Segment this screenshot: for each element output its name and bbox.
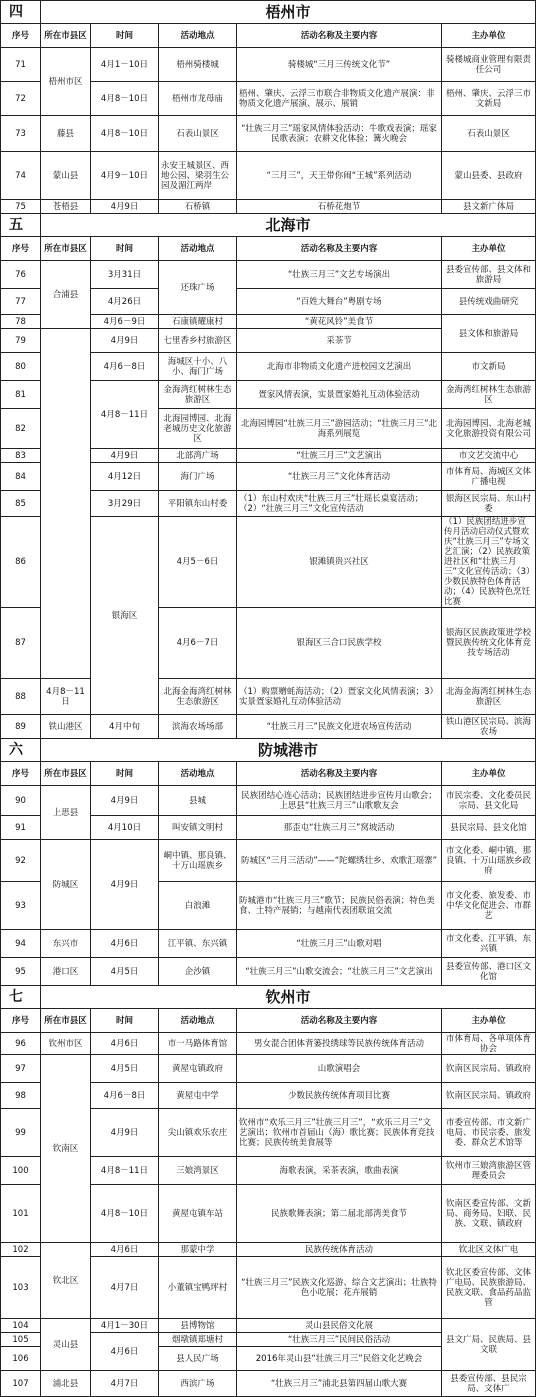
table-cell: “壮族三月三”文艺演出 [237, 449, 442, 463]
column-header: 序号 [1, 1009, 41, 1033]
table-cell: 民族团结心连心活动；民族团结进步宣传月山歌会；上思县“壮族三月三”山歌歌友会 [237, 786, 442, 816]
table-cell: 71 [1, 48, 41, 82]
table-cell: 4月5－6日 [159, 517, 237, 608]
table-cell: 北海市非物质文化遗产进校园文艺演出 [237, 353, 442, 381]
table-cell: 民族歌舞表演；第二届北部湾美食节 [237, 1185, 442, 1243]
table-cell: 4月8－10日 [91, 1185, 159, 1243]
table-cell: 石康镇耀康村 [159, 315, 237, 329]
table-cell: 89 [1, 715, 41, 739]
table-cell: 石桥镇 [159, 200, 237, 214]
table-cell: 北海园博园、北海老城文化旅游投资有限公司 [442, 409, 536, 449]
table-cell: 梧州市区 [41, 48, 91, 116]
table-row [1, 48, 536, 82]
table-cell: 灵山县民俗文化展 [237, 1319, 442, 1333]
table-cell: 县文新广体局 [442, 200, 536, 214]
table-cell: 92 [1, 840, 41, 882]
table-cell: 72 [1, 82, 41, 116]
table-cell: 县委宣传部、县文体和旅游局 [442, 261, 536, 289]
table-cell: 4月9日 [91, 329, 159, 353]
table-cell: “三月三”，天王带你闹“王城”系列活动 [237, 152, 442, 200]
column-header: 活动名称及主要内容 [237, 762, 442, 786]
column-header: 所在市县区 [41, 1009, 91, 1033]
table-row [1, 786, 536, 816]
table-cell: 石表山景区 [159, 116, 237, 152]
table-cell: 市民宗委、文化委员民宗局、县文化局 [442, 786, 536, 816]
table-cell: 灵山县 [41, 1319, 91, 1371]
table-row [1, 1033, 536, 1055]
table-cell: 市体育局、各单项体育协会 [442, 1033, 536, 1055]
table-cell: 银海区民宗局、东山村委 [442, 491, 536, 517]
table-cell: 81 [1, 381, 41, 409]
table-cell: 县人民广场 [159, 1347, 237, 1371]
table-cell: 尖山镇欢乐农庄 [159, 1109, 237, 1157]
table-cell: “壮族三月三”山歌对唱 [237, 930, 442, 958]
table-cell: 梧州、肇庆、云浮三市联合非物质文化遗产展演：非物质文化遗产展演、展示、展销 [237, 82, 442, 116]
table-cell: 男女混合团体背篓投绣球等民族传统体育活动 [237, 1033, 442, 1055]
table-cell: 还珠广场 [159, 261, 237, 315]
table-cell: 防城区 [41, 840, 91, 930]
table-cell: 采茶节 [237, 329, 442, 353]
section-city-title: 钦州市 [41, 986, 536, 1009]
table-cell: 县委宣传部、港口区文化馆 [442, 958, 536, 986]
table-cell: 上思县 [41, 786, 91, 840]
table-cell: 防城港市“壮族三月三”歌节；民族民俗表演；特色美食、土特产展销；与越南代表团联谊交流 [237, 882, 442, 930]
table-cell: 县城 [159, 786, 237, 816]
table-cell: 市文新局 [442, 353, 536, 381]
table-cell: 83 [1, 449, 41, 463]
table-cell: 79 [1, 329, 41, 353]
table-cell: 90 [1, 786, 41, 816]
table-cell: 4月10日 [91, 816, 159, 840]
table-cell: 107 [1, 1371, 41, 1397]
table-cell: 骑楼城商业管理有限责任公司 [442, 48, 536, 82]
table-cell: 峒中镇、那良镇、十万山瑶族乡 [159, 840, 237, 882]
table-cell: 钦州市区 [41, 1033, 91, 1055]
table-cell: 县传统戏曲研究 [442, 289, 536, 315]
table-row [1, 116, 536, 152]
table-cell: 钦州市三娘湾旅游区管理委员会 [442, 1157, 536, 1185]
table-cell: 4月6日 [91, 1033, 159, 1055]
table-cell: 82 [1, 409, 41, 449]
section-number: 六 [1, 739, 41, 762]
column-header: 主办单位 [442, 24, 536, 48]
table-cell: 钦北区 [41, 1243, 91, 1319]
table-cell: 东兴市 [41, 930, 91, 958]
table-cell: 梧州、肇庆、云浮三市文新局 [442, 82, 536, 116]
table-cell: 75 [1, 200, 41, 214]
table-cell: 少数民族传统体育项目比赛 [237, 1083, 442, 1109]
table-cell: 梧州市龙母庙 [159, 82, 237, 116]
table-cell: 4月9日 [91, 840, 159, 930]
section-city-title: 北海市 [41, 214, 536, 237]
table-cell: 91 [1, 816, 41, 840]
column-header: 所在市县区 [41, 237, 91, 261]
table-cell: 银海区三合口民族学校 [237, 608, 442, 679]
table-cell: 铁山港区民宗局、滨海农场 [442, 715, 536, 739]
table-cell: 石表山景区 [442, 116, 536, 152]
table-row [1, 261, 536, 289]
table-cell: 市文化委、峒中镇、那良镇、十万山瑶族乡政府 [442, 840, 536, 882]
table-cell: 永安王城景区、西地公园、梁羽生公园及湄江两岸 [159, 152, 237, 200]
table-cell: 3月31日 [91, 261, 159, 289]
column-header-row [1, 1009, 536, 1033]
table-cell: “壮族三月三”浦北县第四届山歌大赛 [237, 1371, 442, 1397]
table-cell: 北海园博园“壮族三月三”游园活动；“壮族三月三”北海系列展览 [237, 409, 442, 449]
table-cell: 钦北区委宣传部、文体广电局、民族旅游局、民族文联、食品药品监管 [442, 1257, 536, 1319]
table-row [1, 715, 536, 739]
table-cell: 4月8－10日 [91, 116, 159, 152]
table-cell: 银海区 [91, 517, 159, 715]
table-cell: （1）民族团结进步宣传月活动启动仪式暨欢庆“壮族三月三”专场文艺汇演；（2）民族政策进社区和“壮族三月三”文化宣传活动；（3）少数民族特色体育活动；（4）民族特色烹饪比赛 [442, 517, 536, 608]
table-cell: （1）购票赠蚝海活动；（2）疍家文化风情表演；3）实景疍家婚礼互动体验活动 [237, 679, 442, 715]
table-cell: 4月1－30日 [91, 1319, 159, 1333]
table-cell: “黄花风铃”美食节 [237, 315, 442, 329]
table-cell: 4月8－11日 [41, 679, 91, 715]
table-cell: 4月26日 [91, 289, 159, 315]
table-cell: 石桥花炮节 [237, 200, 442, 214]
table-cell: “壮族三月三”山歌交流会；“壮族三月三”文艺演出 [237, 958, 442, 986]
table-cell: 七里香乡村旅游区 [159, 329, 237, 353]
table-cell: 市委宣传部、市文新广电局、市民宗委、旅发委、群众艺术馆等 [442, 1109, 536, 1157]
table-cell: 那歪屯“壮族三月三”窝坡活动 [237, 816, 442, 840]
table-cell: 99 [1, 1109, 41, 1157]
table-cell: 78 [1, 315, 41, 329]
table-cell: 银海区民族政策进学校暨民族传统文化体育竞技专场活动 [442, 608, 536, 679]
section-title-row [1, 986, 536, 1009]
table-cell: 88 [1, 679, 41, 715]
column-header-row [1, 24, 536, 48]
table-cell: “壮族三月三”民间民俗活动 [237, 1333, 442, 1347]
table-cell: 海城区十小、八小、海门广场 [159, 353, 237, 381]
column-header: 时间 [91, 1009, 159, 1033]
table-row [1, 1371, 536, 1397]
table-cell: 4月9日 [91, 786, 159, 816]
table-cell: 疍家风情表演，实景疍家婚礼互动体验活动 [237, 381, 442, 409]
table-cell: 北海园博园、北海老城历史文化旅游区 [159, 409, 237, 449]
table-cell: 3月29日 [91, 491, 159, 517]
table-cell: 4月6－7日 [159, 608, 237, 679]
table-cell: 西滨广场 [159, 1371, 237, 1397]
section-title-row [1, 214, 536, 237]
table-cell: 骑楼城“三月三传统文化节” [237, 48, 442, 82]
table-cell: 103 [1, 1257, 41, 1319]
column-header: 活动名称及主要内容 [237, 24, 442, 48]
table-cell: 95 [1, 958, 41, 986]
table-cell: 钦州市“欢乐三月三”壮族三月三”，“欢乐三月三”文艺演出；钦州市首届山（海）歌比赛；民族体育竞技比赛；民族传统美食展等 [237, 1109, 442, 1157]
table-cell: 北海金海湾红树林生态旅游区 [442, 679, 536, 715]
column-header-row [1, 237, 536, 261]
column-header: 序号 [1, 237, 41, 261]
table-cell: 4月6日 [91, 930, 159, 958]
table-cell: 市文化委、旅发委、市中华文化促进会、市群艺 [442, 882, 536, 930]
table-cell: 金海湾红树林生态旅游区 [159, 381, 237, 409]
table-cell: 104 [1, 1319, 41, 1333]
column-header: 主办单位 [442, 762, 536, 786]
table-cell: 4月8－10日 [91, 82, 159, 116]
table-cell: 黄屋屯镇政府 [159, 1055, 237, 1083]
column-header: 活动名称及主要内容 [237, 1009, 442, 1033]
table-cell: 87 [1, 608, 41, 679]
table-cell: 浦北县 [41, 1371, 91, 1397]
table-cell: 平阳镇东山村委 [159, 491, 237, 517]
column-header: 活动地点 [159, 24, 237, 48]
column-header: 主办单位 [442, 237, 536, 261]
table-row [1, 840, 536, 882]
column-header: 活动地点 [159, 1009, 237, 1033]
table-cell: 黄屋屯镇车站 [159, 1185, 237, 1243]
table-cell: 烟墩镇郑塘村 [159, 1333, 237, 1347]
table-cell: 73 [1, 116, 41, 152]
table-cell: 77 [1, 289, 41, 315]
table-row [1, 1319, 536, 1333]
table-cell: 民族传统体育活动 [237, 1243, 442, 1257]
table-cell: 106 [1, 1347, 41, 1371]
table-cell: 滨海农场场部 [159, 715, 237, 739]
table-cell: 钦南区民宗局、镇政府 [442, 1083, 536, 1109]
column-header: 所在市县区 [41, 762, 91, 786]
column-header: 活动地点 [159, 237, 237, 261]
table-cell: 4月1－10日 [91, 48, 159, 82]
table-cell: 85 [1, 491, 41, 517]
table-cell [41, 329, 91, 679]
table-cell: 县博物馆 [159, 1319, 237, 1333]
table-cell: 金海湾红树林生态旅游区 [442, 381, 536, 409]
table-cell: 4月9日 [91, 1109, 159, 1157]
table-cell: 黄屋屯中学 [159, 1083, 237, 1109]
column-header: 活动名称及主要内容 [237, 237, 442, 261]
table-cell: 4月9日 [91, 200, 159, 214]
table-cell: 4月9－10日 [91, 152, 159, 200]
table-cell: 钦南区委宣传部、文新局、商务局、妇联、民族、文联、镇政府 [442, 1185, 536, 1243]
column-header: 所在市县区 [41, 24, 91, 48]
table-cell: 小董镇宝鸭坪村 [159, 1257, 237, 1319]
table-cell: 港口区 [41, 958, 91, 986]
table-row [1, 1055, 536, 1083]
table-cell: 101 [1, 1185, 41, 1243]
table-cell: 4月6－8日 [91, 353, 159, 381]
table-cell: 105 [1, 1333, 41, 1347]
table-cell: 4月8－11日 [91, 381, 159, 449]
table-cell: 74 [1, 152, 41, 200]
table-cell: 4月5日 [91, 958, 159, 986]
table-cell: 钦南区 [41, 1055, 91, 1243]
table-row [1, 200, 536, 214]
table-cell: 84 [1, 463, 41, 491]
section-number: 七 [1, 986, 41, 1009]
table-cell: 80 [1, 353, 41, 381]
table-cell: 2016年灵山县“壮族三月三”民俗文化艺晚会 [237, 1347, 442, 1371]
table-cell: 铁山港区 [41, 715, 91, 739]
table-cell: “壮族三月三”文艺专场演出 [237, 261, 442, 289]
table-cell: 4月7日 [91, 1257, 159, 1319]
table-cell: 县文体和旅游局 [442, 315, 536, 353]
table-cell: 县委宣传部、县民宗局、文体广 [442, 1371, 536, 1397]
table-cell: 白浪滩 [159, 882, 237, 930]
column-header: 主办单位 [442, 1009, 536, 1033]
column-header-row [1, 762, 536, 786]
table-cell: 合浦县 [41, 261, 91, 329]
table-cell: “壮族三月三”民族文化进农场宣传活动 [237, 715, 442, 739]
table-cell: 76 [1, 261, 41, 289]
table-cell: 北海金海湾红树林生态旅游区 [159, 679, 237, 715]
section-city-title: 梧州市 [41, 1, 536, 24]
column-header: 时间 [91, 762, 159, 786]
section-number: 四 [1, 1, 41, 24]
table-cell: 那蒙中学 [159, 1243, 237, 1257]
table-cell: 4月12日 [91, 463, 159, 491]
table-row [1, 930, 536, 958]
table-cell: 4月6日 [91, 1243, 159, 1257]
table-row [1, 152, 536, 200]
table-cell: “壮族三月三”瑶家风情体验活动：牛歌戏表演；瑶家民歌表演；农耕文化体验；篝火晚会 [237, 116, 442, 152]
table-row [1, 958, 536, 986]
table-cell: 市文化委、江平镇、东兴镇 [442, 930, 536, 958]
table-cell: “壮族三月三”民族文化巡游、综合文艺演出；壮族特色小吃展；花卉展销 [237, 1257, 442, 1319]
section-city-title: 防城港市 [41, 739, 536, 762]
column-header: 活动地点 [159, 762, 237, 786]
table-cell: 企沙镇 [159, 958, 237, 986]
table-cell: 市一马路体育馆 [159, 1033, 237, 1055]
column-header: 序号 [1, 762, 41, 786]
table-cell: 蒙山县 [41, 152, 91, 200]
table-cell: 苍梧县 [41, 200, 91, 214]
table-cell: 防城区“三月三活动”——“陀螺绣壮乡、欢歌汇瑶寨” [237, 840, 442, 882]
table-cell: 4月6日 [91, 1333, 159, 1371]
column-header: 时间 [91, 237, 159, 261]
table-row [1, 679, 536, 715]
table-cell: 藤县 [41, 116, 91, 152]
table-cell: 市文艺交流中心 [442, 449, 536, 463]
table-cell: 4月9日 [91, 449, 159, 463]
section-title-row [1, 739, 536, 762]
column-header: 序号 [1, 24, 41, 48]
table-cell: 钦南区民宗局、镇政府 [442, 1055, 536, 1083]
section-title-row [1, 1, 536, 24]
table-cell: 97 [1, 1055, 41, 1083]
table-cell: 96 [1, 1033, 41, 1055]
table-cell: 4月6－9日 [91, 315, 159, 329]
table-cell: 100 [1, 1157, 41, 1185]
table-cell: 梧州骑楼城 [159, 48, 237, 82]
table-cell: 102 [1, 1243, 41, 1257]
table-cell: 4月6－8日 [91, 1083, 159, 1109]
table-cell: 市体育局、海城区文体广播电视 [442, 463, 536, 491]
table-cell: 蒙山县委、县政府 [442, 152, 536, 200]
table-cell: “壮族三月三”文化体育活动 [237, 463, 442, 491]
column-header: 时间 [91, 24, 159, 48]
table-cell: “百姓大舞台”粤剧专场 [237, 289, 442, 315]
table-cell: 4月7日 [91, 1371, 159, 1397]
table-cell: 山歌演唱会 [237, 1055, 442, 1083]
table-cell: 98 [1, 1083, 41, 1109]
table-cell: （1）东山村欢庆“壮族三月三”壮瑶长桌宴活动；（2）“壮族三月三”文化宣传活动 [237, 491, 442, 517]
section-number: 五 [1, 214, 41, 237]
table-row [1, 1243, 536, 1257]
table-cell: 4月8－11日 [91, 1157, 159, 1185]
table-cell: 钦北区文体广电 [442, 1243, 536, 1257]
table-cell: 海门广场 [159, 463, 237, 491]
table-cell: 三娘湾景区 [159, 1157, 237, 1185]
table-cell: 县民宗局、县文化馆 [442, 816, 536, 840]
table-cell: 4月5日 [91, 1055, 159, 1083]
table-cell: 86 [1, 517, 41, 608]
table-cell: 县文广局、民族局、县文联 [442, 1319, 536, 1371]
table-cell: 江平镇、东兴镇 [159, 930, 237, 958]
table-cell: 93 [1, 882, 41, 930]
table-cell: 北部湾广场 [159, 449, 237, 463]
table-cell: 4月中旬 [91, 715, 159, 739]
table-cell: 叫安镇文明村 [159, 816, 237, 840]
table-cell: 海歌表演，采茶表演，歌曲表演 [237, 1157, 442, 1185]
table-cell: 94 [1, 930, 41, 958]
table-cell: 银滩镇贵兴社区 [237, 517, 442, 608]
